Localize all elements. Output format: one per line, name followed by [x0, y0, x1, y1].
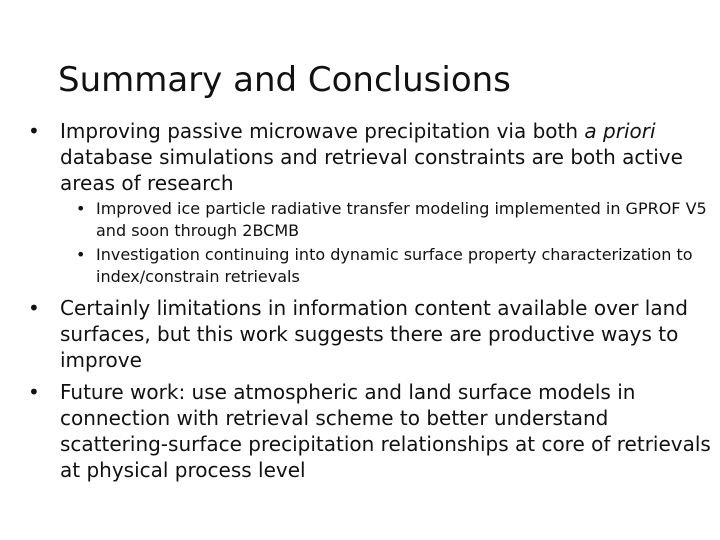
- bullet-item: [28, 118, 718, 196]
- sub-bullet-text: Investigation continuing into dynamic surface property characterization to index/constrain retrievals: [96, 245, 693, 286]
- bullet-text: [60, 118, 718, 196]
- bullet-text-italic: a priori: [584, 119, 656, 143]
- slide-title: Summary and Conclusions: [58, 60, 511, 100]
- bullet-glyph: •: [28, 119, 40, 143]
- bullet-item: [28, 295, 718, 373]
- bullet-item: [28, 379, 718, 483]
- bullet-text: Certainly limitations in information content available over land surfaces, but this work suggests there are productive ways to improve: [60, 296, 688, 372]
- bullet-glyph: •: [76, 245, 86, 264]
- bullet-text-part: database simulations and retrieval constraints are both active areas of research: [60, 145, 683, 195]
- bullet-text: Future work: use atmospheric and land surface models in connection with retrieval scheme to better understand scattering-surface precipitation relationships at core of retrievals at physical process level: [60, 380, 711, 482]
- bullet-glyph: •: [76, 199, 86, 218]
- sub-bullet-item: [76, 244, 716, 288]
- bullet-glyph: •: [28, 296, 40, 320]
- sub-bullet-item: [76, 198, 716, 242]
- bullet-text-part: Improving passive microwave precipitation via both: [60, 119, 585, 143]
- bullet-glyph: •: [28, 380, 40, 404]
- sub-bullet-text: Improved ice particle radiative transfer modeling implemented in GPROF V5 and soon through 2BCMB: [96, 199, 707, 240]
